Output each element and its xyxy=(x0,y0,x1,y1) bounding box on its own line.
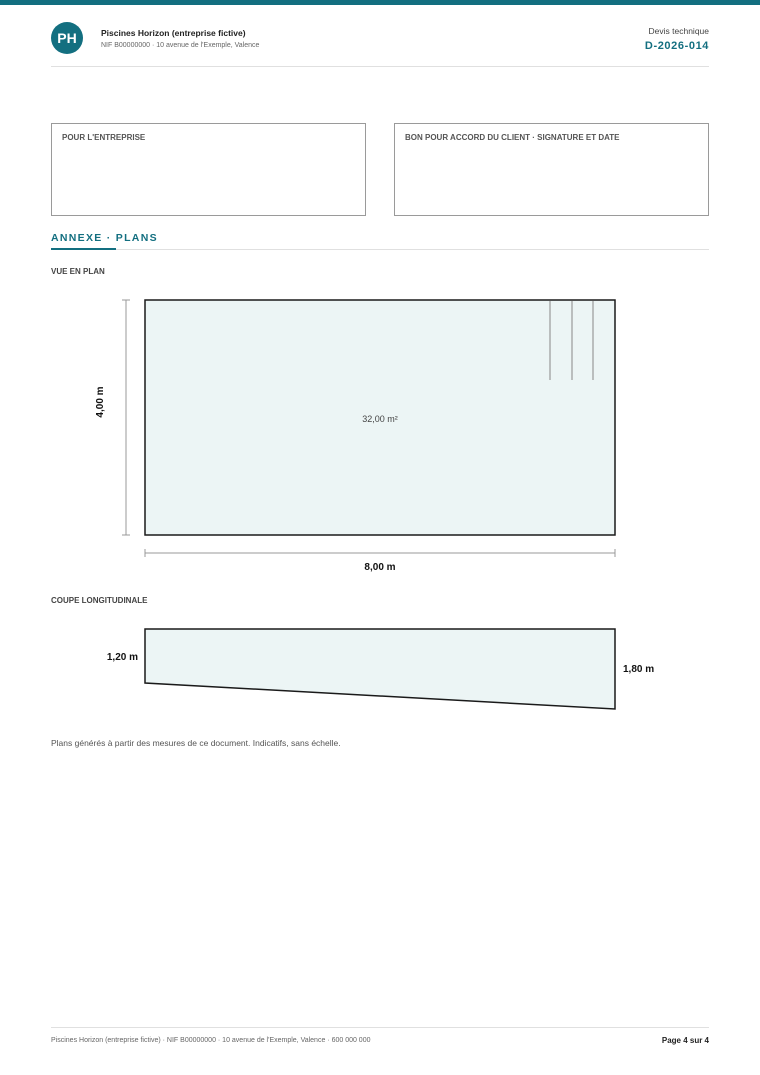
logo-initials: PH xyxy=(57,30,77,46)
plans-note: Plans générés à partir des mesures de ce document. Indicatifs, sans échelle. xyxy=(51,738,341,748)
deep-depth-label: 1,80 m xyxy=(623,664,655,675)
plan-view-title: VUE EN PLAN xyxy=(51,267,105,276)
length-dimension-label: 4,00 m xyxy=(95,386,106,418)
section-view-title: COUPE LONGITUDINALE xyxy=(51,596,148,605)
shallow-depth-label: 1,20 m xyxy=(106,652,138,663)
company-signature-label: POUR L'ENTREPRISE xyxy=(62,133,146,142)
pool-area-label: 32,00 m² xyxy=(362,414,398,424)
page-number: Page 4 sur 4 xyxy=(661,1036,709,1045)
annex-title: ANNEXE · PLANS xyxy=(51,232,158,244)
client-signature-label: BON POUR ACCORD DU CLIENT · SIGNATURE ET DATE xyxy=(405,133,620,142)
pool-section-outline xyxy=(145,629,615,709)
document-number: D-2026-014 xyxy=(644,40,709,52)
footer-divider xyxy=(51,1027,709,1028)
document-type: Devis technique xyxy=(648,26,709,36)
width-dimension-label: 8,00 m xyxy=(364,562,396,573)
company-name: Piscines Horizon (entreprise fictive) xyxy=(101,28,246,38)
footer-company-info: Piscines Horizon (entreprise fictive) · NIF B00000000 · 10 avenue de l'Exemple, Valence · 600 000 000 xyxy=(51,1037,371,1044)
company-details: NIF B00000000 · 10 avenue de l'Exemple, Valence xyxy=(101,42,260,49)
